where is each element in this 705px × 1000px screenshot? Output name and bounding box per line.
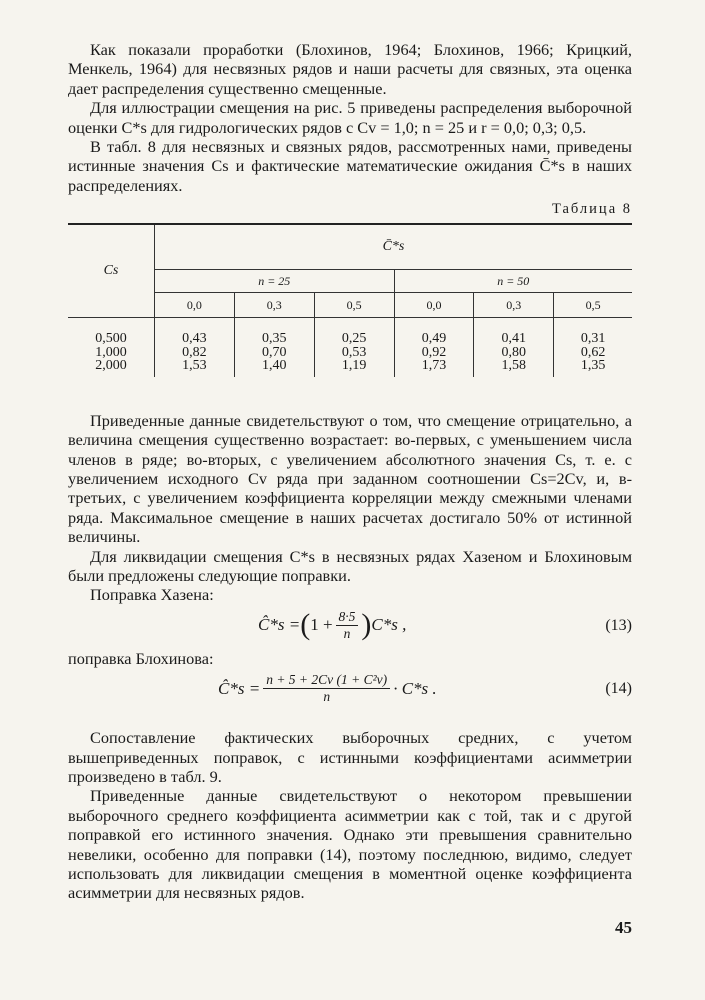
table-8 xyxy=(68,223,632,377)
r-header: 0,3 xyxy=(474,293,554,318)
paragraph: Приведенные данные свидетельствуют о том, что смещение отрицательно, а величина смещения существенно возрастает: во-первых, с уменьшением числа членов в ряде; во-вторых, с увеличением абсолютного значения Cs, т. е. с увеличением исходного Cv ряда при заданном соотношении Cs=2Cv, и, в-третьих, с увеличением коэффициента корреляции между смежными членами ряда. Максимальное смещение в наших расчетах достигало 50% от истинной величины. xyxy=(68,410,632,547)
formula-one: 1 + xyxy=(310,615,333,635)
cell: 0,62 xyxy=(580,344,606,360)
label-blokhinov: поправка Блохинова: xyxy=(68,648,214,668)
column-header-cs-mean: C̄*s xyxy=(155,224,633,270)
fraction-denominator: n xyxy=(343,625,351,641)
cell: 0,43 xyxy=(155,318,235,346)
formula-fraction xyxy=(336,609,359,642)
equation-number: (13) xyxy=(605,616,632,634)
cell: 0,31 xyxy=(580,331,606,347)
label-hazen: Поправка Хазена: xyxy=(90,585,214,605)
formula-13 xyxy=(68,605,632,649)
cell: 1,73 xyxy=(394,359,474,377)
formula-paren: ) xyxy=(361,608,372,642)
r-header: 0,0 xyxy=(394,293,474,318)
column-header-cs: Cs xyxy=(68,224,155,318)
table-caption: Таблица 8 xyxy=(551,201,632,218)
cell: 1,53 xyxy=(155,359,235,377)
paragraph: В табл. 8 для несвязных и связных рядов, рассмотренных нами, приведены истинные значения Cs и фактические математические ожидания C̄*s в наших распределениях. xyxy=(68,137,632,195)
cell: 0,49 xyxy=(394,318,474,346)
page-content xyxy=(68,40,632,903)
formula-lhs: Ĉ*s = xyxy=(218,678,261,698)
cell: 0,70 xyxy=(234,346,314,360)
fraction-numerator: 8·5 xyxy=(336,609,359,626)
fraction-denominator: n xyxy=(323,689,331,705)
formula-fraction xyxy=(263,672,390,705)
paragraph: Сопоставление фактических выборочных средних, с учетом вышеприведенных поправок, с истинными коэффициентами асимметрии произведено в табл. 9. xyxy=(68,728,632,787)
formula-rhs: · C*s . xyxy=(393,678,437,698)
table-row xyxy=(68,359,632,377)
cell: 0,82 xyxy=(155,346,235,360)
cell: 0,25 xyxy=(314,318,394,346)
cell: 0,41 xyxy=(474,318,554,346)
r-header: 0,5 xyxy=(314,293,394,318)
cell: 0,80 xyxy=(474,346,554,360)
table-row xyxy=(68,318,632,346)
cell-cs: 1,000 xyxy=(68,346,155,360)
table-row xyxy=(68,346,632,360)
cell: 1,58 xyxy=(474,359,554,377)
cell-cs: 0,500 xyxy=(68,318,155,346)
formula-rhs: C*s , xyxy=(371,615,407,635)
cell: 0,35 xyxy=(234,318,314,346)
r-header: 0,0 xyxy=(155,293,235,318)
equation-number: (14) xyxy=(605,680,632,698)
paragraph: Для ликвидации смещения C*s в несвязных рядах Хазеном и Блохиновым были предложены следующие поправки. xyxy=(68,546,632,585)
group-header-n25: n = 25 xyxy=(155,270,395,293)
paragraph: Как показали проработки (Блохинов, 1964; Блохинов, 1966; Крицкий, Менкель, 1964) для несвязных рядов и наши расчеты для связных, эта оценка дает распределения существенно смещенные. xyxy=(68,40,632,98)
formula-paren: ( xyxy=(300,608,311,642)
formula-lhs: Ĉ*s = xyxy=(258,615,301,635)
paragraph: Для иллюстрации смещения на рис. 5 приведены распределения выборочной оценки C*s для гидрологических рядов с Cv = 1,0; n = 25 и r = 0,0; 0,3; 0,5. xyxy=(68,98,632,137)
cell: 1,19 xyxy=(314,359,394,377)
cell: 1,40 xyxy=(234,359,314,377)
formula-14 xyxy=(68,668,632,720)
r-header: 0,3 xyxy=(234,293,314,318)
fraction-numerator: n + 5 + 2Cv (1 + C²v) xyxy=(263,672,390,689)
cell: 0,92 xyxy=(394,346,474,360)
r-header: 0,5 xyxy=(554,293,632,318)
cell: 1,35 xyxy=(580,358,606,374)
cell-cs: 2,000 xyxy=(68,359,155,377)
group-header-n50: n = 50 xyxy=(394,270,632,293)
page-number: 45 xyxy=(615,918,632,937)
paragraph: Приведенные данные свидетельствуют о некотором превышении выборочного среднего коэффициента асимметрии как с той, так и с другой поправкой его истинного значения. Однако эти превышения сравнительно невелики, особенно для поправки (14), поэтому последнюю, видимо, следует использовать для ликвидации смещения в моментной оценке коэффициента асимметрии для несвязных рядов. xyxy=(68,786,632,903)
cell: 0,53 xyxy=(314,346,394,360)
